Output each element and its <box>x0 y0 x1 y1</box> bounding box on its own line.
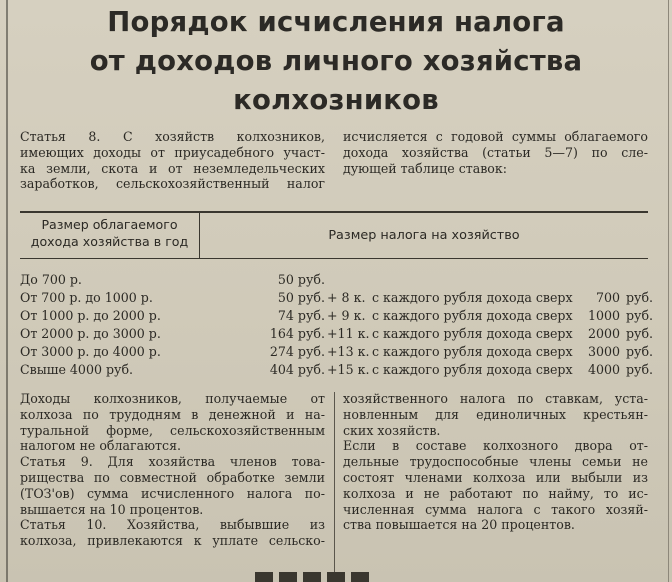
table-top-rule <box>20 211 648 213</box>
cropped-glyph <box>255 572 273 582</box>
table-row <box>20 343 654 361</box>
text-line: дохода хозяйства (статьи 5—7) по сле- <box>343 144 648 160</box>
articles-10-column-2 <box>343 391 648 533</box>
table-header-rule <box>20 258 648 259</box>
cropped-glyph <box>327 572 345 582</box>
text-line: (ТОЗ'ов) сумма исчисленного налога по- <box>20 485 325 501</box>
row-base-tax: 74 руб. <box>277 308 325 323</box>
row-rate-description: с каждого рубля дохода сверх <box>372 344 573 359</box>
row-rate-kopecks: +13 к. <box>327 344 370 359</box>
row-threshold-unit: руб. <box>626 326 654 341</box>
text-line: хозяйственного налога по ставкам, уста- <box>343 391 648 406</box>
row-rate-description: с каждого рубля дохода сверх <box>372 362 573 377</box>
table-header-income <box>20 216 199 250</box>
articles-9-10-column-1 <box>20 391 325 549</box>
text-line: Доходы колхозников, получаемые от <box>20 391 325 406</box>
text-line: колхоза и не работают по найму, то ис- <box>343 485 648 501</box>
row-base-tax: 404 руб. <box>269 362 325 377</box>
text-line: исчисляется с годовой суммы облагаемого <box>343 129 648 144</box>
text-line: Если в составе колхозного двора от- <box>343 438 648 454</box>
article-title-line-2: от доходов личного хозяйства <box>89 45 583 77</box>
row-income-range: От 3000 р. до 4000 р. <box>20 344 161 359</box>
article-title-line-3: колхозников <box>233 84 439 116</box>
text-line: налогом не облагаются. <box>20 438 182 454</box>
article-title-line-1: Порядок исчисления налога <box>107 6 565 38</box>
row-rate-description: с каждого рубля дохода сверх <box>372 326 573 341</box>
text-line: Статья 10. Хозяйства, выбывшие из <box>20 517 325 533</box>
table-row <box>20 271 648 289</box>
row-threshold-amount: 1000 <box>587 308 620 323</box>
column-rule-right <box>668 0 669 582</box>
cropped-glyph <box>303 572 321 582</box>
text-line: дующей таблице ставок: <box>343 160 508 176</box>
text-line: колхоза по трудодням в денежной и на- <box>20 406 325 422</box>
text-line: ка земли, скота и от неземледельческих <box>20 160 325 176</box>
cropped-glyph <box>279 572 297 582</box>
text-line: новленным для единоличных крестьян- <box>343 406 648 422</box>
row-threshold-amount: 3000 <box>587 344 620 359</box>
row-base-tax: 274 руб. <box>269 344 325 359</box>
article-8-column-1 <box>20 129 325 192</box>
table-header-income-line-2: дохода хозяйства в год <box>30 234 189 249</box>
column-rule-left <box>6 0 8 582</box>
row-income-range: От 2000 р. до 3000 р. <box>20 326 161 341</box>
text-line: Статья 8. С хозяйств колхозников, <box>20 129 325 144</box>
text-line: заработков, сельскохозяйственный налог <box>20 176 325 192</box>
row-threshold-unit: руб. <box>626 308 654 323</box>
table-header-tax: Размер налога на хозяйство <box>328 228 520 243</box>
row-income-range: От 1000 р. до 2000 р. <box>20 308 161 323</box>
row-rate-description: с каждого рубля дохода сверх <box>372 290 573 305</box>
row-income-range: Свыше 4000 руб. <box>20 362 134 377</box>
cropped-next-heading <box>255 571 435 582</box>
row-rate-description: с каждого рубля дохода сверх <box>372 308 573 323</box>
row-threshold-unit: руб. <box>626 362 654 377</box>
table-row <box>20 325 654 343</box>
text-line: численная сумма налога с такого хозяй- <box>343 501 648 517</box>
table-row <box>20 289 654 307</box>
cropped-glyph <box>351 572 369 582</box>
row-rate-kopecks: +11 к. <box>327 326 370 341</box>
row-threshold-unit: руб. <box>626 344 654 359</box>
text-line: колхоза, привлекаются к уплате сельско- <box>20 533 325 549</box>
text-line: дельные трудоспособные члены семьи не <box>343 454 648 470</box>
row-rate-kopecks: +15 к. <box>327 362 370 377</box>
row-threshold-unit: руб. <box>626 290 654 305</box>
table-header-income-line-1: Размер облагаемого <box>41 217 178 232</box>
row-income-range: От 700 р. до 1000 р. <box>20 290 153 305</box>
row-rate-kopecks: + 9 к. <box>327 308 366 323</box>
text-line: вышается на 10 процентов. <box>20 501 204 517</box>
text-line: рищества по совместной обработке земли <box>20 469 325 485</box>
article-8-column-2 <box>343 129 648 176</box>
text-line: ства повышается на 20 процентов. <box>343 517 575 533</box>
text-line: имеющих доходы от приусадебного участ- <box>20 144 325 160</box>
text-line: туральной форме, сельскохозяйственным <box>20 422 325 438</box>
row-threshold-amount: 700 <box>595 290 620 305</box>
table-row <box>20 361 654 379</box>
text-line: Статья 9. Для хозяйства членов това- <box>20 454 325 470</box>
row-base-tax: 50 руб. <box>277 272 325 287</box>
row-threshold-amount: 2000 <box>587 326 620 341</box>
row-base-tax: 164 руб. <box>269 326 325 341</box>
row-rate-kopecks: + 8 к. <box>327 290 366 305</box>
text-line: состоят членами колхоза или выбыли из <box>343 469 648 485</box>
row-income-range: До 700 р. <box>20 272 82 287</box>
row-base-tax: 50 руб. <box>277 290 325 305</box>
row-threshold-amount: 4000 <box>587 362 620 377</box>
column-divider <box>334 392 335 572</box>
table-row <box>20 307 654 325</box>
text-line: ских хозяйств. <box>343 422 441 438</box>
